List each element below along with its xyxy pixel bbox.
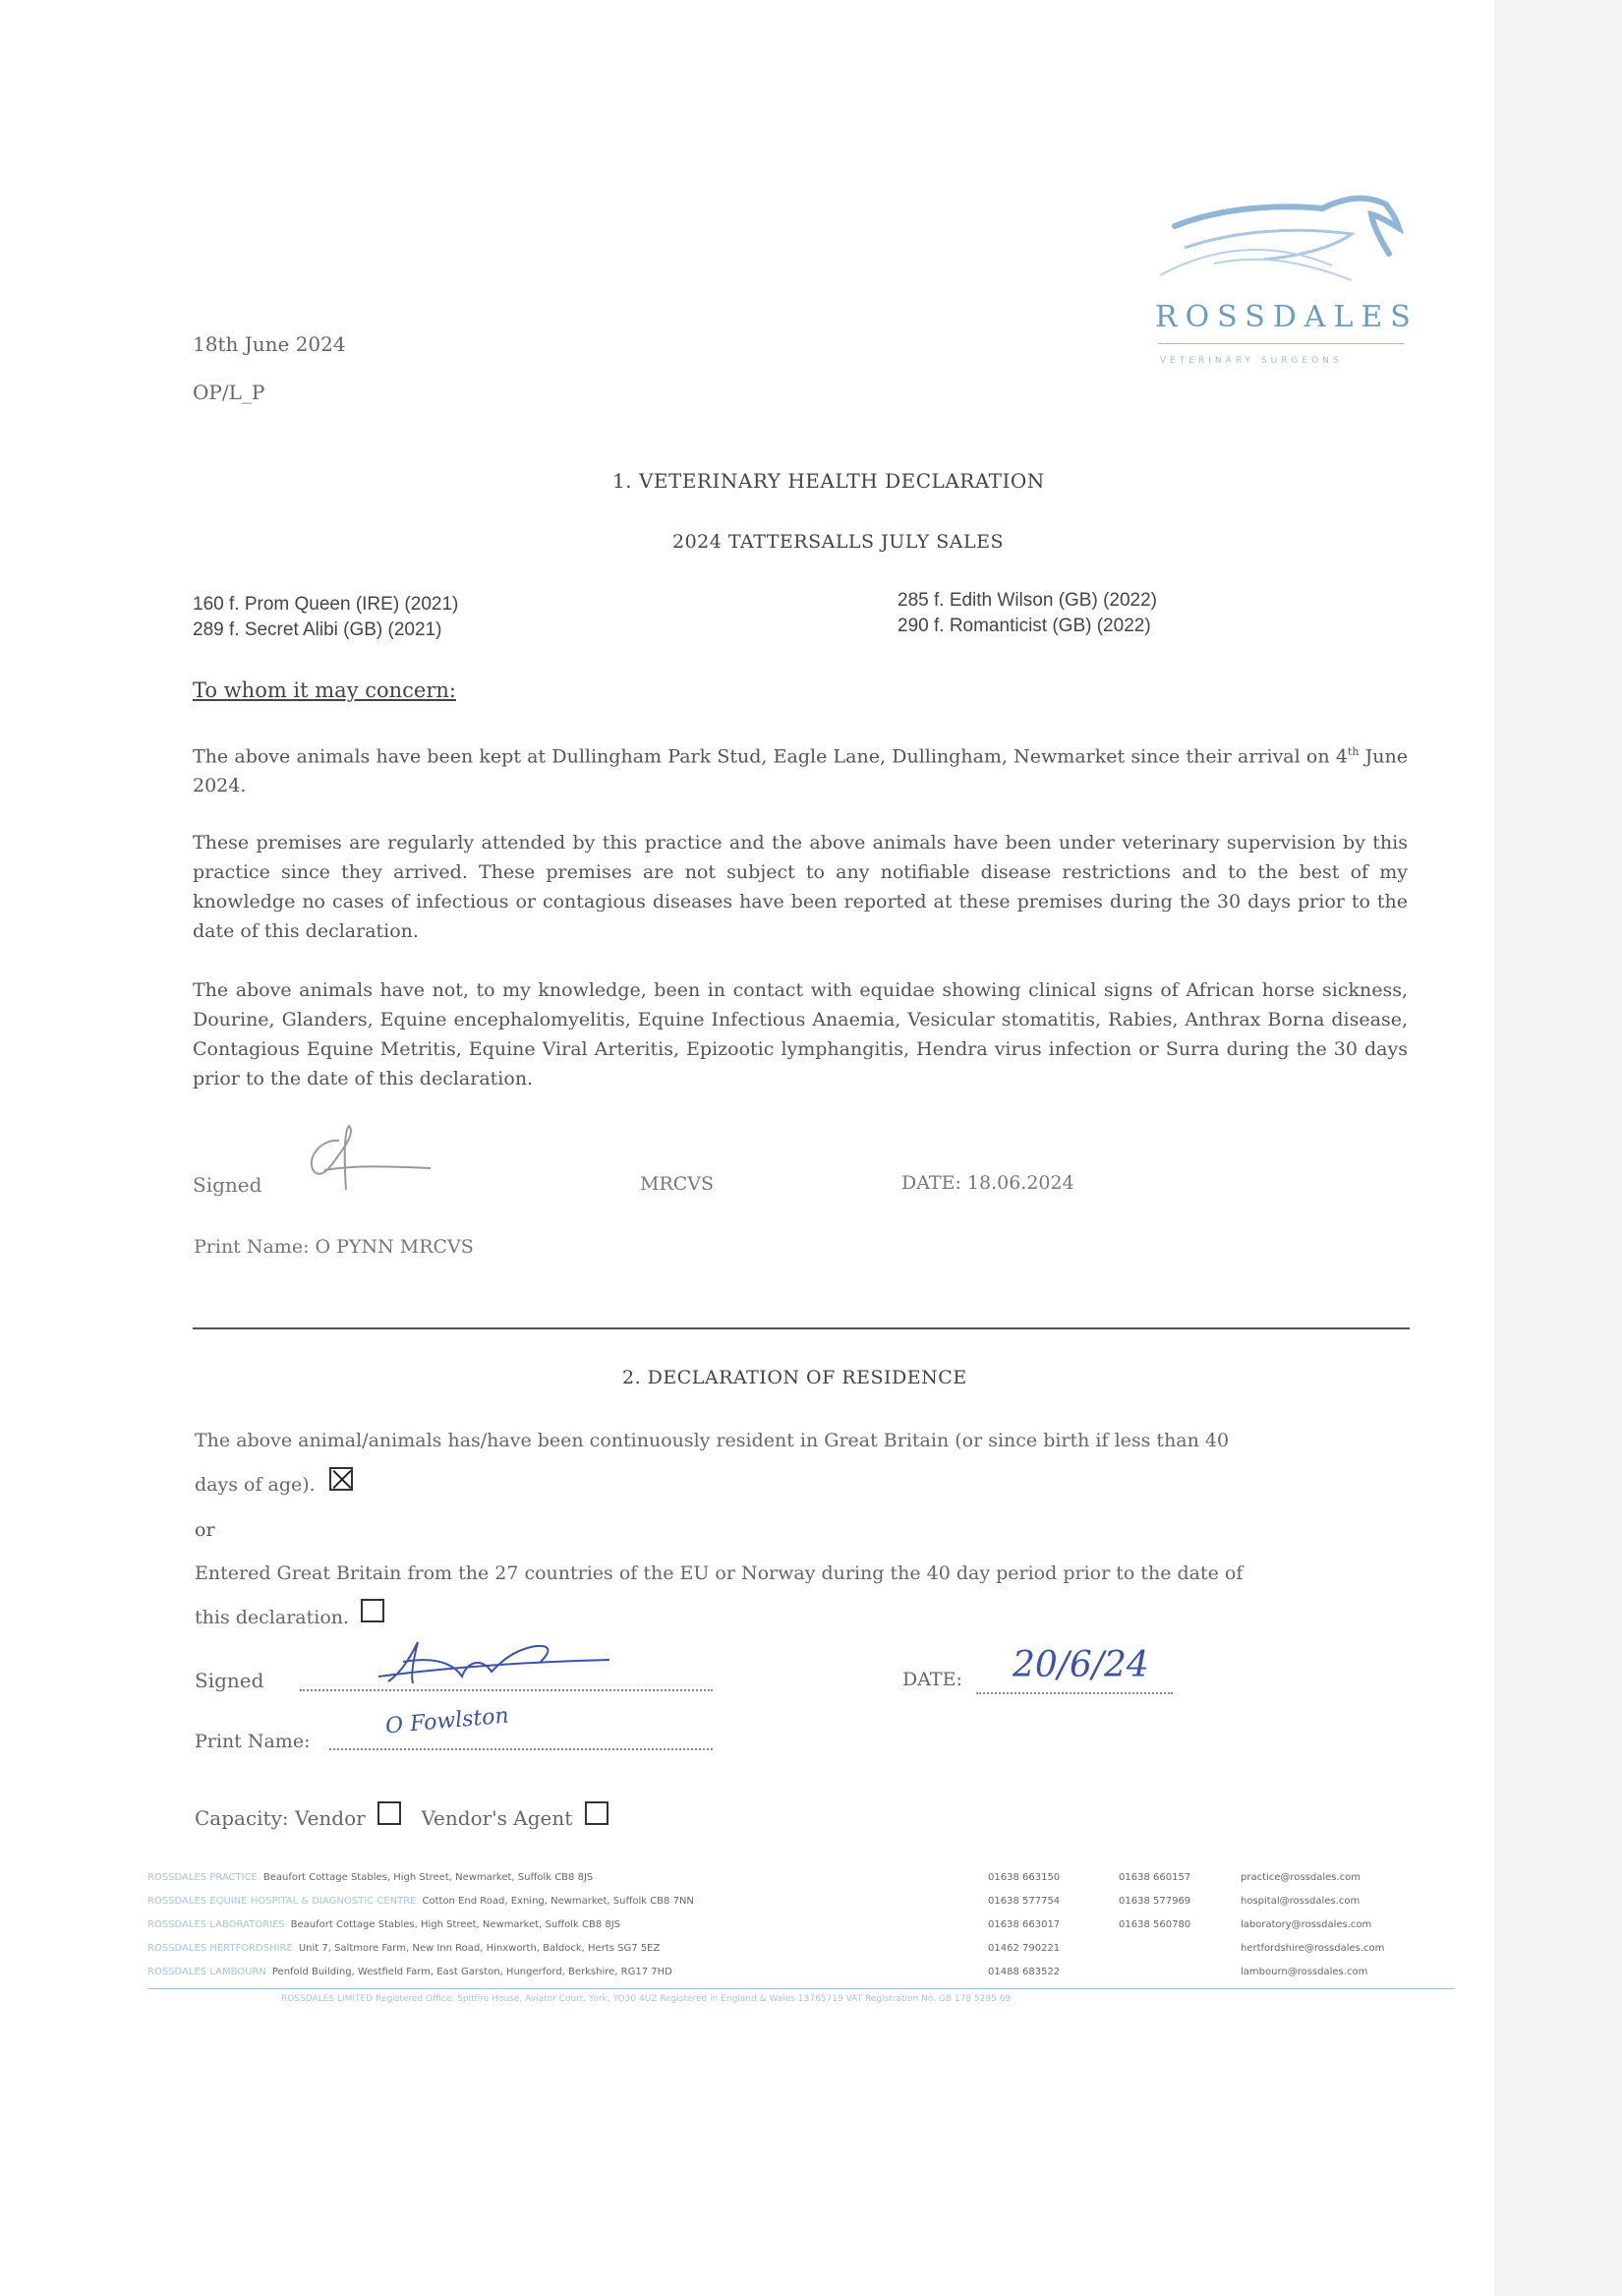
paragraph-contact: The above animals have not, to my knowledge, been in contact with equidae showing clinical signs of African horse sickness, Dourine, Glanders, Equine encephalomyelitis, Equine Infectious Anaemia, Vesicular stomatitis, Rabies, Anthrax Borna disease, Contagious Equine Metritis, Equine Viral Arteritis, Epizootic lymphangitis, Hendra virus infection or Surra during the 30 days prior to the date of this declaration. xyxy=(193,979,1408,1089)
footer-site-label: ROSSDALES LABORATORIES xyxy=(147,1919,285,1930)
scan-edge xyxy=(1494,0,1622,2296)
print-name-label-2: Print Name: xyxy=(195,1731,311,1752)
date-label-2: DATE: xyxy=(902,1669,962,1690)
footer-address: Cotton End Road, Exning, Newmarket, Suffolk CB8 7NN xyxy=(422,1896,694,1907)
footer-divider xyxy=(147,1988,1455,1989)
vendors-agent-checkbox[interactable] xyxy=(585,1801,608,1825)
registered-office: ROSSDALES LIMITED Registered Office: Spitfire House, Aviator Court, York, YO30 4UZ Registered in England & Wales 13765719 VAT Registration No. GB 178 5295 69 xyxy=(281,1994,1012,2004)
salutation: To whom it may concern: xyxy=(193,678,456,702)
footer-row xyxy=(147,1917,1455,1941)
paragraph-premises: These premises are regularly attended by this practice and the above animals have been under veterinary supervision by this practice since they arrived. These premises are not subject to any notifiable disease restrictions and to the best of my knowledge no cases of infectious or contagious diseases have been reported at these premises during the 30 days prior to the date of this declaration. xyxy=(193,832,1408,942)
footer-telephone: 01488 683522 xyxy=(988,1967,1061,1977)
footer-row xyxy=(147,1941,1455,1965)
handwritten-date: 20/6/24 xyxy=(1013,1645,1149,1685)
footer-site-label: ROSSDALES EQUINE HOSPITAL & DIAGNOSTIC CENTRE xyxy=(147,1896,417,1907)
footer-address: Unit 7, Saltmore Farm, New Inn Road, Hinxworth, Baldock, Herts SG7 5EZ xyxy=(298,1943,661,1954)
logo-divider xyxy=(1158,343,1404,344)
animal-list-right xyxy=(898,588,1157,639)
letter-date: 18th June 2024 xyxy=(193,332,346,356)
vendor-signature-image xyxy=(374,1632,609,1691)
footer-fax: 01638 560780 xyxy=(1119,1919,1191,1930)
logo-wordmark: ROSSDALES xyxy=(1155,300,1419,334)
declaration-date: DATE: 18.06.2024 xyxy=(901,1172,1074,1194)
footer-email[interactable]: laboratory@rossdales.com xyxy=(1241,1919,1372,1930)
footer-email[interactable]: practice@rossdales.com xyxy=(1241,1872,1361,1883)
footer-fax: 01638 660157 xyxy=(1119,1872,1191,1883)
footer-site-label: ROSSDALES PRACTICE xyxy=(147,1872,258,1883)
footer-site-label: ROSSDALES HERTFORDSHIRE xyxy=(147,1943,293,1954)
footer-telephone: 01462 790221 xyxy=(988,1943,1061,1954)
footer-site-label: ROSSDALES LAMBOURN xyxy=(147,1967,266,1977)
reference-code: OP/L_P xyxy=(193,381,265,404)
entered-gb-checkbox[interactable] xyxy=(361,1599,384,1622)
residence-option-1-text-end: days of age). xyxy=(195,1470,353,1500)
animal-entry: 289 f. Secret Alibi (GB) (2021) xyxy=(193,619,442,640)
signed-label: Signed xyxy=(193,1173,262,1197)
section2-heading: 2. DECLARATION OF RESIDENCE xyxy=(622,1367,967,1388)
section1-subheading: 2024 TATTERSALLS JULY SALES xyxy=(672,531,1004,553)
handwritten-print-name: O Fowlston xyxy=(384,1703,510,1739)
paragraph-arrival: The above animals have been kept at Dullingham Park Stud, Eagle Lane, Dullingham, Newmarket since their arrival on 4th June 2024. xyxy=(193,745,1408,797)
footer-fax: 01638 577969 xyxy=(1119,1896,1191,1907)
footer-email[interactable]: hospital@rossdales.com xyxy=(1241,1896,1361,1907)
footer-telephone: 01638 663150 xyxy=(988,1872,1061,1883)
footer-rows xyxy=(147,1870,1455,1988)
footer-telephone: 01638 577754 xyxy=(988,1896,1061,1907)
or-label: or xyxy=(195,1519,215,1541)
mrcvs-label: MRCVS xyxy=(640,1173,715,1195)
animal-entry: 160 f. Prom Queen (IRE) (2021) xyxy=(193,594,459,615)
vendor-checkbox[interactable] xyxy=(377,1801,401,1825)
resident-checkbox[interactable] xyxy=(329,1467,353,1491)
section1-heading: 1. VETERINARY HEALTH DECLARATION xyxy=(612,469,1045,493)
capacity-row: Capacity: Vendor Vendor's Agent xyxy=(195,1806,608,1830)
footer-address: Beaufort Cottage Stables, High Street, Newmarket, Suffolk CB8 8JS xyxy=(290,1919,621,1930)
signed-label-2: Signed xyxy=(195,1669,264,1692)
animal-entry: 290 f. Romanticist (GB) (2022) xyxy=(898,616,1151,636)
print-name: Print Name: O PYNN MRCVS xyxy=(194,1236,474,1258)
footer-row xyxy=(147,1965,1455,1988)
logo-subtitle: VETERINARY SURGEONS xyxy=(1160,356,1343,366)
footer-row xyxy=(147,1870,1455,1894)
vet-signature-image xyxy=(295,1121,442,1200)
footer-address: Beaufort Cottage Stables, High Street, Newmarket, Suffolk CB8 8JS xyxy=(262,1872,594,1883)
footer-telephone: 01638 663017 xyxy=(988,1919,1061,1930)
footer-row xyxy=(147,1894,1455,1917)
footer-contacts xyxy=(147,1870,1455,1988)
residence-option-1-text: The above animal/animals has/have been continuously resident in Great Britain (or since birth if less than 40 xyxy=(195,1430,1230,1451)
footer-address: Penfold Building, Westfield Farm, East Garston, Hungerford, Berkshire, RG17 7HD xyxy=(271,1967,672,1977)
footer-email[interactable]: hertfordshire@rossdales.com xyxy=(1241,1943,1385,1954)
rossdales-horse-logo-icon xyxy=(1155,187,1411,295)
animal-list-left xyxy=(193,592,458,643)
section-divider xyxy=(193,1327,1410,1329)
residence-option-2-text: Entered Great Britain from the 27 countries of the EU or Norway during the 40 day period prior to the date of xyxy=(195,1562,1244,1584)
residence-option-2-text-end: this declaration. xyxy=(195,1603,384,1632)
animal-entry: 285 f. Edith Wilson (GB) (2022) xyxy=(898,590,1157,611)
footer-email[interactable]: lambourn@rossdales.com xyxy=(1241,1967,1368,1977)
